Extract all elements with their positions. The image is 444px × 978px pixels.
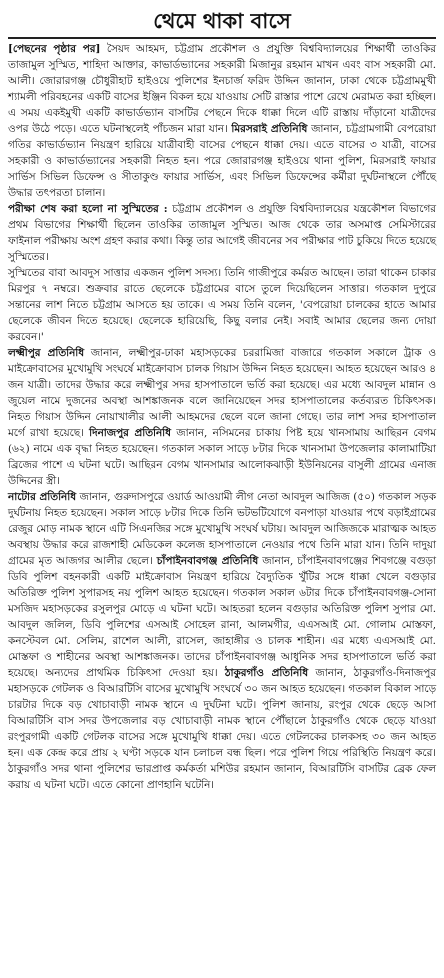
paragraph-text: জানান, চট্টগ্রামগামী বেপরোয়া গতির কাভার্ডভ্যান নিয়ন্ত্রণ হারিয়ে যাত্রীবাহী বাসের পেছনে ধাক্কা দেয়। এতে বাসের ৩ যাত্রী, বাসের সহকারী ও কাভার্ডভ্যানের সহকারী নিহত হন। পরে জোরারগঞ্জ হাইওয়ে থানা পুলিশ, মিরসরাই ফায়ার সার্ভিস সিভিল ডিফেন্স ও সীতাকুণ্ড ফায়ার সার্ভিস, এবং সিভিল ডিফেন্সের কর্মীরা দুর্ঘটনাস্থলে পৌঁছে উদ্ধার তৎপরতা চালান। <box>8 123 436 199</box>
paragraph-text: চট্টগ্রাম প্রকৌশল ও প্রযুক্তি বিশ্ববিদ্যালয়ের যন্ত্রকৌশল বিভাগের প্রথম বিভাগের শিক্ষার্থী ছিলেন তাওকির তাজামুল সুস্মিত। আজ থেকে তার অসমাপ্ত সেমিস্টারের ফাইনাল পরীক্ষায় অংশ গ্রহণ করার কথা। কিন্তু তার আগেই জীবনের সব পরীক্ষার পাট চুকিয়ে দিতে হয়েছে সুস্মিতের। <box>8 203 437 263</box>
paragraph-5 <box>8 489 436 793</box>
byline-thakurgaon: ঠাকুরগাঁও প্রতিনিধি <box>224 667 309 679</box>
paragraph-text: জানান, ঠাকুরগাঁও-দিনাজপুর মহাসড়কে গেটলক ও বিআরটিসি বাসের মুখোমুখি সংঘর্ষে ৩০ জন আহত হয়েছেন। গতকাল বিকাল সাড়ে চারটার দিকে বড় খোচাবাড়ী নামক স্থানে এ দুর্ঘটনা ঘটে। পুলিশ জানায়, রংপুর থেকে ছেড়ে আসা বিআরটিসি বাস সদর উপজেলার বড় খোচাবাড়ী নামক স্থানে পৌঁছালে ঠাকুরগাঁও থেকে ছেড়ে যাওয়া রংপুরগামী একটি গেটলক বাসের সঙ্গে মুখোমুখি ধাক্কা দেয়। এতে গেটলকের চালকসহ ৩০ জন আহত হন। এক কেন্দ্র করে প্রায় ২ ঘণ্টা সড়কে যান চলাচল বন্ধ ছিল। পরে পুলিশ গিয়ে পরিস্থিতি নিয়ন্ত্রণ করে। ঠাকুরগাঁও সদর থানা পুলিশের ভারপ্রাপ্ত কর্মকর্তা মশিউর রহমান জানান, বিআরটিসি বাসটির ব্রেক ফেল করায় এ ঘটনা ঘটে। এতে কোনো প্রাণহানি ঘটেনি। <box>8 667 436 791</box>
paragraph-1 <box>8 41 436 201</box>
paragraph-text: জানান, গুরুদাসপুরে ওয়ার্ড আওয়ামী লীগ নেতা আবদুল আজিজ (৫০) গতকাল সড়ক দুর্ঘটনায় নিহত হয়েছেন। সকাল সাড়ে ৮টার দিকে তিনি ভটভটিযোগে বনপাড়া যাওয়ার পথে বড়াইগ্রামের রেজুর মোড় নামক স্থানে এটি সিএনজির সঙ্গে মুখোমুখি সংঘর্ষ ঘটায়। আবদুল আজিজকে মারাত্মক আহত অবস্থায় উদ্ধার করে রাজশাহী মেডিকেল কলেজ হাসপাতালে নেওয়ার পথে তিনি মারা যান। তিনি দাদুয়া গ্রামের মৃত আজগর আলীর ছেলে। <box>8 491 436 567</box>
byline-lakshmipur: লক্ষ্মীপুর প্রতিনিধি <box>8 347 85 359</box>
byline-dinajpur: দিনাজপুর প্রতিনিধি <box>89 427 171 439</box>
paragraph-2 <box>8 201 436 265</box>
subhead: পরীক্ষা শেষ করা হলো না সুস্মিতের : <box>8 203 168 215</box>
paragraph-text: জানান, নসিমনের চাকায় পিষ্ট হয়ে খানসামায় আছিরন বেগম (৬২) নামে এক বৃদ্ধা নিহত হয়েছেন। গতকাল সকাল সাড়ে ৮টার দিকে খানসামা উপজেলার কালামাটিয়া ব্রিজের পাশে এ ঘটনা ঘটে। আছিরন বেগম খানসামার আলোকঝাড়ী ইউনিয়নের বাসুলী গ্রামের এনাজ উদ্দিনের স্ত্রী। <box>8 427 437 487</box>
paragraph-4 <box>8 345 436 489</box>
headline: থেমে থাকা বাসে <box>8 8 436 39</box>
byline-mirsharai: মিরসরাই প্রতিনিধি <box>231 123 308 135</box>
paragraph-text: সৈয়দ আহমদ, চট্টগ্রাম প্রকৌশল ও প্রযুক্তি বিশ্ববিদ্যালয়ের শিক্ষার্থী তাওকির তাজামুল সুস্মিত, শাহিদা আক্তার, কাভার্ডভ্যানের সহকারী মিজানুর রহমান মাখন এবং বাস সহকারী মো. আলী। জোরারগঞ্জ চৌধুরীহাট হাইওয়ে পুলিশের ইনচার্জ ফরিদ উদ্দিন জানান, ঢাকা থেকে চট্টগ্রামমুখী শ্যামলী পরিবহনের একটি বাসের ইঞ্জিন বিকল হয়ে যাওয়ায় সেটি রাস্তার পাশে রেখে মেরামত করা হচ্ছিল। এ সময় একইমুখী একটি কাভার্ডভ্যান বাসটির পেছনে দিকে ধাক্কা দিলে এটি রাস্তায় দাঁড়ানো যাত্রীদের ওপর উঠে পড়ে। এতে ঘটনাস্থলেই পাঁচজন মারা যান। <box>8 43 437 135</box>
continued-marker: [পেছনের পৃষ্ঠার পর] <box>8 43 101 55</box>
byline-natore: নাটোর প্রতিনিধি <box>8 491 77 503</box>
paragraph-text: সুস্মিতের বাবা আবদুস সাত্তার একজন পুলিশ সদস্য। তিনি গাজীপুরে কর্মরত আছেন। তারা থাকেন চাকার মিরপুর ৭ নম্বরে। শুক্রবার রাতে ছেলেকে চট্টগ্রামের বাসে তুলে দিয়েছিলেন সাত্তার। গতকাল দুপুরে সন্তানের লাশ নিতে চট্টগ্রাম আসতে হয় তাকে। এ সময় তিনি বলেন, 'বেপরোয়া চালকের হাতে আমার ছেলেকে জীবন দিতে হয়েছে। ছেলেকে হারিয়েছি, কিছু বলার নেই। সবাই আমার ছেলের জন্য দোয়া করবেন।' <box>8 267 436 343</box>
paragraph-text: জানান, লক্ষ্মীপুর-ঢাকা মহাসড়কের চররামিজা বাজারে গতকাল সকালে ট্রাক ও মাইক্রোবাসের মুখোমুখি সংঘর্ষে মাইক্রোবাস চালক গিয়াস উদ্দিন নিহত হয়েছেন। আহত হয়েছেন আরও ৪ জন যাত্রী। তাদের উদ্ধার করে লক্ষ্মীপুর সদর হাসপাতালে ভর্তি করা হয়েছে। এর মধ্যে আবদুল মান্নান ও জুয়েল নামে দুজনের অবস্থা আশঙ্কাজনক বলে জানিয়েছেন সদর হাসপাতালের কর্তব্যরত চিকিৎসক। নিহত গিয়াস উদ্দিন নোয়াখালীর আলী আহমদের ছেলে বলে জানা গেছে। তার লাশ সদর হাসপাতাল মর্গে রাখা হয়েছে। <box>8 347 437 439</box>
paragraph-3 <box>8 265 436 345</box>
paragraph-text: জানান, চাঁপাইনবাবগঞ্জের শিবগঞ্জে বগুড়া ডিবি পুলিশ বহনকারী একটি মাইক্রোবাস নিয়ন্ত্রণ হারিয়ে বৈদ্যুতিক খুঁটির সঙ্গে ধাক্কা খেলে বগুড়ার অতিরিক্ত পুলিশ সুপারসহ নয় পুলিশ আহত হয়েছেন। গতকাল সকাল ৬টার দিকে চাঁপাইনবাবগঞ্জ-সোনা মসজিদ মহাসড়কের রসুলপুর মোড়ে এ ঘটনা ঘটে। আহতরা হলেন বগুড়ার অতিরিক্ত পুলিশ সুপার মো. আবদুল জলিল, ডিবি পুলিশের এসআই সোহেল রানা, আলমগীর, এএসআই মো. গোলাম মোস্তফা, কনস্টেবল মো. সেলিম, রাশেল আলী, রাসেল, জাহাঙ্গীর ও চালক শাহীন। এর মধ্যে এএসআই মো. মোস্তফা ও শাহীনের অবস্থা আশঙ্কাজনক। তাদের চাঁপাইনবাবগঞ্জ আধুনিক সদর হাসপাতালে ভর্তি করা হয়েছে। অন্যদের প্রাথমিক চিকিৎসা দেওয়া হয়। <box>8 555 436 679</box>
byline-chapainawabganj: চাঁপাইনবাবগঞ্জ প্রতিনিধি <box>156 555 259 567</box>
